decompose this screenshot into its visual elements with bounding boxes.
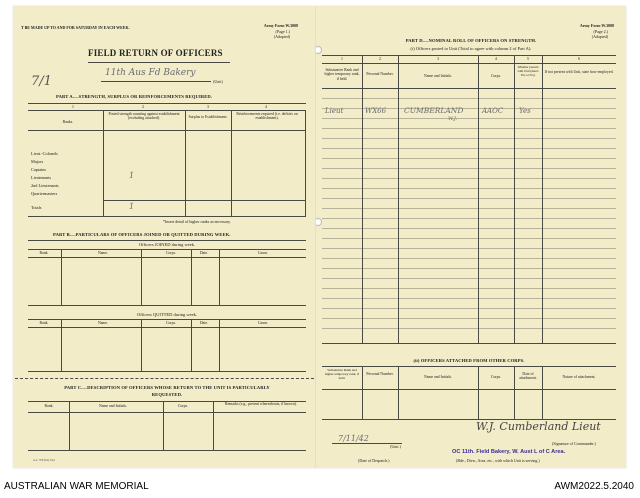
part-c-rule — [28, 412, 306, 413]
despatch-date: 7/11/42 — [338, 434, 369, 443]
pd-col-employed: If not present with Unit, state how employed. — [544, 70, 614, 74]
col-num-2: 2 — [142, 105, 144, 109]
row-rule — [322, 198, 616, 199]
pd-col-num-3: 3 — [437, 57, 439, 61]
rank-quartermasters: Quartermasters — [31, 191, 58, 196]
part-b-top-rule — [28, 240, 306, 241]
footer-collection: AUSTRALIAN WAR MEMORIAL — [4, 481, 149, 492]
part-b-rule — [28, 257, 306, 258]
at-col-name: Name and Initials. — [424, 375, 452, 379]
part-d-rule — [322, 63, 616, 64]
handwritten-totals-count: 1 — [129, 202, 135, 211]
row-rule — [322, 188, 616, 189]
footer-accession: AWM2022.5.2040 — [554, 481, 634, 492]
hw-initials: W.J. — [448, 116, 458, 122]
row-rule — [322, 318, 616, 319]
army-form-label: Army Form W.3008 — [263, 23, 298, 28]
row-rule — [322, 248, 616, 249]
attached-vline — [362, 366, 363, 419]
unit-stamp: OC 11th. Field Bakery, W. Aust L of C Area. — [452, 449, 566, 455]
unit-handwritten: 11th Aus Fd Bakery — [105, 68, 196, 78]
attached-rule — [322, 366, 616, 367]
adapted-label: (Adapted) — [273, 34, 290, 39]
part-a-top-rule — [28, 103, 306, 104]
at-col-rank: Substantive Rank and higher temporary rank, if held. — [324, 368, 360, 380]
printer-code: A.4. 708 (M) 3/42 — [33, 458, 55, 462]
unit-label: (Unit) — [213, 79, 223, 84]
row-rule — [322, 308, 616, 309]
pd-col-num-1: 1 — [341, 57, 343, 61]
part-a-heading: PART A.—STRENGTH, SURPLUS OR REINFORCEMENTS REQUIRED. — [56, 94, 213, 99]
row-rule — [322, 218, 616, 219]
part-b-rule — [28, 249, 306, 250]
army-form-label-2: Army Form W.3008 — [579, 23, 614, 28]
part-b-vline — [61, 249, 62, 305]
row-rule — [322, 148, 616, 149]
joined-heading: Officers JOINED during week. — [138, 242, 196, 247]
part-d-heading: PART D.—NOMINAL ROLL OF OFFICERS ON STRENGTH. — [405, 38, 537, 43]
signature-label: (Signature of Commander.) — [552, 441, 596, 446]
part-a-rule — [28, 130, 306, 131]
quitted-col-cause: Cause. — [257, 321, 269, 325]
part-c-col-name: Name and Initials. — [99, 404, 127, 408]
col-header-ranks: Ranks. — [62, 120, 74, 124]
joined-col-rank: Rank. — [39, 251, 49, 255]
pd-col-num-4: 4 — [495, 57, 497, 61]
col-header-reinforcements: Reinforcements required (i.e. deficits on establishment). — [236, 112, 298, 121]
rank-2nd-lieutenants: 2nd Lieutenants — [31, 183, 59, 188]
attached-vline — [478, 366, 479, 419]
pd-col-rank: Substantive Rank and higher temporary rank, if held. — [324, 68, 360, 81]
stamp-label: (Bde., Divn., Area, etc., with which Unit is serving.) — [456, 458, 540, 463]
row-rule — [322, 228, 616, 229]
part-d-bottom-rule — [322, 343, 616, 344]
joined-col-name: Name. — [97, 251, 108, 255]
row-rule — [322, 158, 616, 159]
col-header-surplus: Surplus to Establishment. — [188, 115, 228, 119]
part-c-col-remarks: Remarks (e.g., present whereabouts, if known). — [225, 402, 297, 406]
col-num-1: 1 — [72, 105, 74, 109]
punch-hole — [316, 218, 322, 226]
part-b-rule — [28, 319, 306, 320]
part-b-rule — [28, 371, 306, 372]
hw-name: CUMBERLAND — [404, 106, 464, 115]
hw-corps: AAOC — [482, 107, 504, 115]
part-c-col-corps: Corps. — [177, 404, 189, 408]
row-rule — [322, 258, 616, 259]
part-b-vline — [141, 249, 142, 305]
part-a-footnote: *Insert detail of higher ranks as necessary. — [163, 219, 231, 224]
commander-signature: W.J. Cumberland Lieut — [476, 420, 601, 433]
top-note: T BE MADE UP TO AND FOR SATURDAY IN EACH WEEK. — [21, 25, 130, 30]
page-label-2: (Page 2.) — [593, 29, 608, 34]
part-d-rule — [322, 88, 616, 89]
part-b-rule — [28, 327, 306, 328]
part-a-rule — [28, 110, 306, 111]
part-c-heading-2: REQUESTED. — [151, 392, 183, 397]
form-title: FIELD RETURN OF OFFICERS — [88, 48, 223, 58]
row-rule — [322, 98, 616, 99]
pd-col-present: Whether present with Unit (insert Yes or No). — [517, 65, 539, 77]
quitted-col-date: Date. — [199, 321, 209, 325]
unit-label-2: (Unit.) — [390, 444, 401, 449]
hw-rank: Lieut — [325, 107, 344, 115]
row-rule — [322, 328, 616, 329]
pd-col-number: Personal Number. — [366, 72, 394, 76]
part-a-vline — [305, 110, 306, 216]
row-rule — [322, 278, 616, 279]
part-a-bottom-rule — [28, 216, 306, 217]
part-c-dashed-rule — [15, 378, 314, 380]
pd-col-corps: Corps. — [490, 74, 502, 78]
part-d-top-rule — [322, 55, 616, 56]
row-rule — [322, 138, 616, 139]
part-b-vline — [191, 319, 192, 371]
attached-vline — [542, 366, 543, 419]
despatch-label: (Date of Despatch.) — [358, 458, 390, 463]
joined-col-date: Date. — [199, 251, 209, 255]
row-rule — [322, 128, 616, 129]
adapted-label-2: (Adapted) — [591, 34, 608, 39]
hw-number: WX66 — [365, 107, 387, 115]
part-b-rule — [28, 305, 306, 306]
totals-rule — [103, 200, 305, 201]
page-label: (Page 1.) — [275, 29, 290, 34]
part-b-vline — [219, 249, 220, 305]
row-rule — [322, 118, 616, 119]
quitted-col-rank: Rank. — [39, 321, 49, 325]
pd-col-num-5: 5 — [527, 57, 529, 61]
part-c-vline — [163, 401, 164, 450]
col-num-3: 3 — [207, 105, 209, 109]
part-c-heading: PART C.—DESCRIPTION OF OFFICERS WHOSE RETURN TO THE UNIT IS PARTICULARLY — [64, 385, 270, 390]
left-page — [13, 6, 316, 468]
rank-lieutenants: Lieutenants — [31, 175, 52, 180]
attached-vline — [398, 366, 399, 419]
row-rule — [322, 268, 616, 269]
quitted-col-name: Name. — [97, 321, 108, 325]
handwritten-lieutenants-count: 1 — [129, 171, 135, 180]
rank-lieut-colonels: Lieut.-Colonels — [31, 151, 58, 156]
at-col-number: Personal Number. — [366, 372, 394, 376]
pd-col-num-2: 2 — [379, 57, 381, 61]
margin-mark: 7/1 — [31, 74, 52, 89]
part-b-heading: PART B.—PARTICULARS OF OFFICERS JOINED OR QUITTED DURING WEEK. — [53, 232, 231, 237]
row-rule — [322, 178, 616, 179]
hw-present: Yes — [519, 107, 531, 115]
unit-line — [101, 81, 211, 82]
attached-heading: (ii) OFFICERS ATTACHED FROM OTHER CORPS. — [413, 358, 525, 363]
part-c-vline — [213, 401, 214, 450]
row-rule — [322, 288, 616, 289]
rank-majors: Majors — [31, 159, 44, 164]
part-c-vline — [69, 401, 70, 450]
part-c-rule — [28, 450, 306, 451]
joined-col-cause: Cause. — [257, 251, 269, 255]
right-page — [316, 6, 626, 468]
attached-vline — [514, 366, 515, 419]
at-col-corps: Corps. — [490, 375, 502, 379]
part-b-vline — [219, 319, 220, 371]
joined-col-corps: Corps. — [165, 251, 177, 255]
title-underline — [88, 62, 230, 63]
pd-col-num-6: 6 — [578, 57, 580, 61]
punch-hole — [316, 46, 322, 54]
part-b-vline — [191, 249, 192, 305]
part-c-col-rank: Rank. — [44, 404, 54, 408]
row-rule — [322, 298, 616, 299]
pd-col-name: Name and Initials. — [424, 74, 452, 78]
attached-rule — [322, 389, 616, 390]
row-rule — [322, 168, 616, 169]
part-b-vline — [61, 319, 62, 371]
quitted-heading: Officers QUITTED during week. — [137, 312, 197, 317]
at-col-date: Date of attachment. — [519, 372, 537, 381]
quitted-col-corps: Corps. — [165, 321, 177, 325]
rank-captains: Captains — [31, 167, 47, 172]
row-rule — [322, 208, 616, 209]
row-rule — [322, 238, 616, 239]
at-col-nature: Nature of attachment. — [562, 375, 596, 379]
part-b-vline — [141, 319, 142, 371]
rank-totals: Totals — [31, 205, 42, 210]
part-d-sub: (i) Officers posted to Unit (Total to agree with column 2 of Part A). — [410, 46, 532, 51]
col-header-posted: Posted strength counting against establishment (excluding attached). — [108, 112, 180, 121]
col-num-4: 4 — [265, 105, 267, 109]
